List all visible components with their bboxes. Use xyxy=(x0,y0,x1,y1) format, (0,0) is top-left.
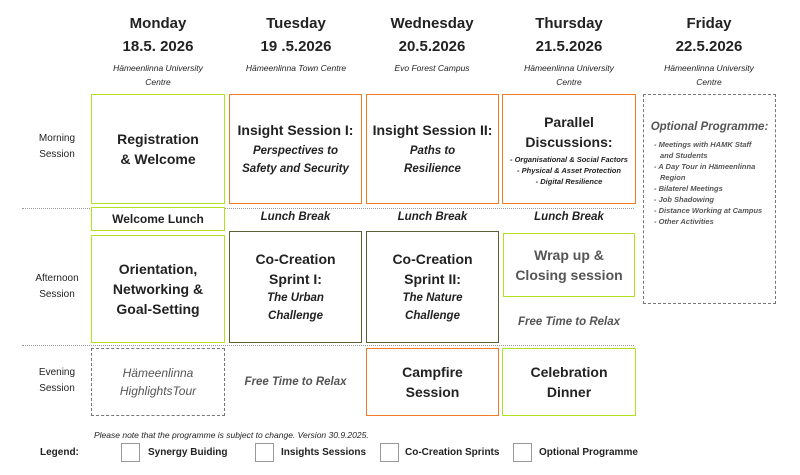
day-name: Tuesday xyxy=(266,15,326,32)
day-date: 20.5.2026 xyxy=(398,38,466,55)
session-title: Registration xyxy=(117,131,199,147)
session-subtitle: The Urban xyxy=(267,292,324,304)
optional-item: - Job Shadowing xyxy=(654,195,714,204)
session-title: Insight Session I: xyxy=(237,122,354,138)
session-wrap-up xyxy=(503,233,635,297)
day-header-thursday xyxy=(501,14,637,89)
legend-swatch-cocreation xyxy=(380,443,399,462)
day-name: Monday xyxy=(129,15,187,32)
optional-item: - Other Activities xyxy=(654,217,714,226)
legend-text-insights: Insights Sessions xyxy=(281,447,367,458)
optional-item: Region xyxy=(660,173,686,182)
day-location: Hämeenlinna Town Centre xyxy=(245,63,347,73)
day-date: 21.5.2026 xyxy=(535,38,603,55)
session-title: Closing session xyxy=(515,267,623,283)
day-location: Hämeenlinna University Centre xyxy=(113,63,203,87)
lunch-label: Welcome Lunch xyxy=(112,212,204,226)
session-title: Insight Session II: xyxy=(372,122,493,138)
day-date: 18.5. 2026 xyxy=(122,38,194,55)
day-location: Hämeenlinna University Centre xyxy=(524,63,614,87)
day-header-tuesday xyxy=(228,14,364,75)
session-subtitle: Safety and Security xyxy=(242,163,349,175)
session-subtitle: Challenge xyxy=(405,310,460,322)
legend-text-cocreation: Co-Creation Sprints xyxy=(405,447,500,458)
session-title: Networking & xyxy=(112,281,204,297)
day-name: Wednesday xyxy=(390,15,474,32)
session-parallel-discussions xyxy=(502,94,636,204)
session-subtitle: Perspectives to xyxy=(252,145,338,157)
row-label-afternoon: Afternoon Session xyxy=(35,273,79,300)
session-title: Orientation, xyxy=(118,261,198,277)
session-orientation xyxy=(91,235,225,343)
optional-item: - Distance Working at Campus xyxy=(654,206,763,215)
day-header-friday xyxy=(641,14,777,89)
optional-programme-list xyxy=(644,139,775,227)
row-label-morning: Morning Session xyxy=(38,133,76,160)
session-title: Wrap up & xyxy=(534,247,604,263)
optional-programme-box xyxy=(643,94,776,304)
session-title: Hämeenlinna xyxy=(122,366,194,380)
optional-item: and Students xyxy=(660,151,708,160)
welcome-lunch xyxy=(91,207,225,231)
session-cocreation-sprint-1 xyxy=(229,231,362,343)
optional-item: - Meetings with HAMK Staff xyxy=(654,140,752,149)
programme-note: Please note that the programme is subject to change. Version 30.9.2025. xyxy=(94,430,369,440)
session-title: Parallel xyxy=(544,113,594,130)
legend-swatch-synergy xyxy=(121,443,140,462)
day-header-monday xyxy=(90,14,226,89)
session-title: Dinner xyxy=(546,384,592,400)
session-title: Celebration xyxy=(530,364,608,380)
legend-label: Legend: xyxy=(40,447,79,458)
session-title: & Welcome xyxy=(120,151,196,167)
session-title: Goal-Setting xyxy=(116,301,200,317)
optional-programme-title: Optional Programme: xyxy=(650,121,769,133)
day-location: Evo Forest Campus xyxy=(394,63,470,73)
day-date: 19 .5.2026 xyxy=(260,38,332,55)
optional-item: - Bilaterel Meetings xyxy=(654,184,723,193)
legend-text-optional: Optional Programme xyxy=(539,447,638,458)
legend-swatch-insights xyxy=(255,443,274,462)
session-title: Discussions: xyxy=(525,133,613,150)
day-name: Thursday xyxy=(535,15,603,32)
legend-swatch-optional xyxy=(513,443,532,462)
day-name: Friday xyxy=(686,15,732,32)
session-celebration-dinner xyxy=(502,348,636,416)
session-title: Sprint II: xyxy=(404,271,461,287)
session-registration-welcome xyxy=(91,94,225,204)
optional-item: - A Day Tour in Hämeenlinna xyxy=(654,162,756,171)
lunch-break-wednesday: Lunch Break xyxy=(397,211,468,223)
session-insight-2 xyxy=(366,94,499,204)
session-subtitle: Paths to xyxy=(409,145,456,157)
row-label-evening: Evening Session xyxy=(38,367,76,394)
session-subtitle: Resilience xyxy=(404,163,461,175)
session-title: Sprint I: xyxy=(269,271,322,287)
discussion-topic: - Organisational & Social Factors xyxy=(510,154,628,164)
session-subtitle: Challenge xyxy=(268,310,323,322)
lunch-break-tuesday: Lunch Break xyxy=(260,211,331,223)
session-title: Session xyxy=(405,384,460,400)
session-highlights-tour xyxy=(91,348,225,416)
session-insight-1 xyxy=(229,94,362,204)
session-cocreation-sprint-2 xyxy=(366,231,499,343)
day-date: 22.5.2026 xyxy=(675,38,743,55)
row-divider xyxy=(22,345,634,346)
session-title: Campfire xyxy=(402,364,463,380)
session-title: HighlightsTour xyxy=(119,384,197,398)
discussion-topic: - Physical & Asset Protection xyxy=(517,165,621,175)
free-time-tuesday: Free Time to Relax xyxy=(244,376,347,388)
session-campfire xyxy=(366,348,499,416)
day-header-wednesday xyxy=(364,14,500,75)
free-time-thursday: Free Time to Relax xyxy=(517,316,621,328)
session-title: Co-Creation xyxy=(255,251,336,267)
day-location: Hämeenlinna University Centre xyxy=(664,63,754,87)
legend-text-synergy: Synergy Buiding xyxy=(148,447,228,458)
session-title: Co-Creation xyxy=(392,251,473,267)
discussion-topic: - Digital Resilience xyxy=(535,176,603,186)
session-subtitle: The Nature xyxy=(402,292,463,304)
lunch-break-thursday: Lunch Break xyxy=(534,211,604,223)
